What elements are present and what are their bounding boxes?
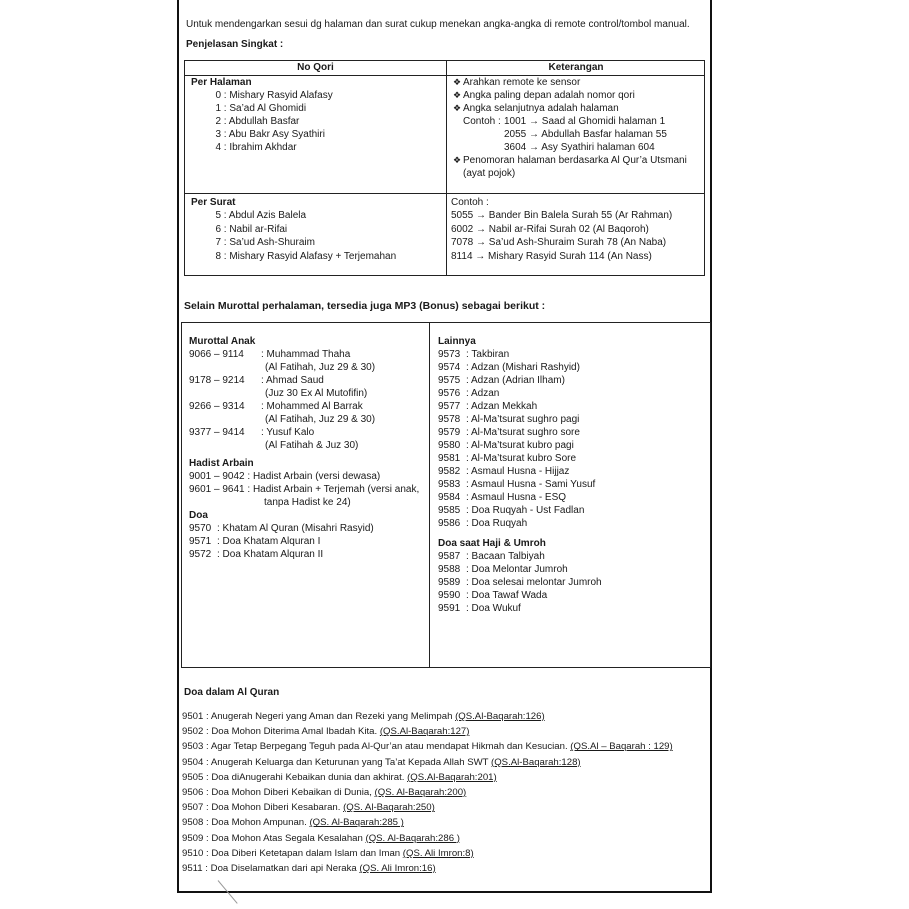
quran-reference: (QS. Ali Imron:8) [402, 847, 474, 859]
qori-number: 6 [215, 223, 221, 235]
document-page [177, 0, 712, 893]
bonus-item [189, 470, 380, 483]
bonus-item [438, 426, 580, 439]
bonus-item [189, 426, 314, 439]
item-name: : Khatam Al Quran (Misahri Rasyid) [217, 523, 374, 534]
section-title-doa: Doa [189, 510, 208, 521]
item-name: : Adzan [466, 388, 500, 399]
qori-number: 0 [215, 90, 221, 101]
doa-quran-title: Doa dalam Al Quran [184, 687, 280, 698]
bonus-item [438, 465, 569, 478]
item-subtitle: (Al Fatihah, Juz 29 & 30) [265, 414, 376, 425]
section-title-murottal-anak: Murottal Anak [189, 336, 256, 347]
qori-number: 7 [215, 237, 221, 248]
qori-item [207, 250, 396, 263]
example-item: 8114 → Mishary Rasyid Surah 114 (An Nass) [451, 250, 652, 262]
column-divider [429, 323, 430, 667]
example-item: 2055 → Abdullah Basfar halaman 55 [504, 129, 667, 140]
example-item: 1001 → Saad al Ghomidi halaman 1 [504, 116, 666, 127]
header-divider [185, 75, 704, 76]
item-code: 9591 [438, 603, 461, 614]
doa-text: Doa Mohon Atas Segala Kesalahan [211, 832, 366, 844]
item-code: 9587 [438, 551, 461, 562]
doa-item [182, 801, 435, 814]
bonus-item [438, 550, 545, 563]
qori-item [207, 209, 306, 222]
doa-text: Doa Mohon Diberi Kebaikan di Dunia, [211, 787, 375, 798]
item-code: 9590 [438, 590, 461, 601]
doa-code: 9510 : [182, 847, 212, 859]
bonus-item [438, 576, 602, 589]
doa-item [182, 756, 581, 769]
qori-name: : Abdul Azis Balela [221, 210, 307, 221]
item-code: 9601 – 9641 [189, 484, 248, 495]
example-item: 6002 → Nabil ar-Rifai Surah 02 (Al Baqoroh) [451, 223, 649, 235]
item-code: 9579 [438, 427, 461, 438]
bonus-item [438, 439, 574, 452]
bonus-item [189, 374, 324, 387]
doa-item [182, 832, 460, 845]
doa-item [182, 725, 469, 738]
bonus-item [438, 348, 509, 361]
per-halaman-title: Per Halaman [191, 77, 252, 88]
bonus-item [438, 589, 547, 602]
qori-item [207, 141, 297, 154]
doa-code: 9501 : [182, 711, 211, 722]
note-item [453, 76, 580, 89]
item-name: : Hadist Arbain (versi dewasa) [247, 471, 381, 482]
summary-heading: Penjelasan Singkat : [186, 39, 284, 50]
qori-name: : Abu Bakr Asy Syathiri [221, 129, 325, 140]
note-text: Angka selanjutnya adalah halaman [463, 103, 619, 114]
example-item: 7078 → Sa’ud Ash-Shuraim Surah 78 (An Naba) [451, 237, 667, 248]
bonus-heading: Selain Murottal perhalaman, tersedia juga MP3 (Bonus) sebagai berikut : [184, 300, 546, 312]
item-subtitle: (Al Fatihah & Juz 30) [265, 440, 359, 451]
item-name: : Al-Ma’tsurat kubro Sore [466, 453, 577, 464]
note-item [453, 154, 687, 167]
quran-reference: (QS.Al – Baqarah : 129) [570, 741, 673, 753]
quran-reference: (QS. Al-Baqarah:285 ) [309, 817, 404, 829]
qori-number: 5 [215, 210, 221, 221]
item-code: 9574 [438, 362, 461, 373]
item-name: : Doa Melontar Jumroh [466, 564, 568, 575]
header-no-qori: No Qori [297, 62, 334, 73]
qori-number: 8 [215, 250, 221, 262]
item-name: : Asmaul Husna - ESQ [466, 492, 567, 503]
note-text: Angka paling depan adalah nomor qori [463, 90, 635, 101]
item-code: 9589 [438, 577, 461, 588]
note-item [453, 89, 635, 102]
item-name: : Al-Ma’tsurat sughro sore [466, 427, 580, 438]
doa-code: 9506 : [182, 787, 212, 798]
quran-reference: (QS.Al-Baqarah:127) [379, 726, 470, 738]
qori-item [207, 115, 299, 128]
item-name: : Hadist Arbain + Terjemah (versi anak, [247, 484, 420, 495]
section-title-lainnya: Lainnya [438, 336, 476, 347]
doa-code: 9509 : [182, 832, 212, 844]
bonus-item [438, 413, 579, 426]
item-code: 9577 [438, 401, 461, 412]
item-code: 9266 – 9314 [189, 401, 245, 412]
column-divider [446, 61, 447, 275]
item-code: 9377 – 9414 [189, 427, 245, 438]
item-code: 9586 [438, 518, 461, 529]
qori-name: : Sa’ud Ash-Shuraim [221, 237, 315, 248]
bonus-table [181, 322, 711, 668]
item-name: : Doa Tawaf Wada [466, 590, 548, 601]
note-item [453, 102, 619, 115]
note-text: Penomoran halaman berdasarka Al Qur’a Utsmani [463, 155, 687, 166]
bonus-item [438, 387, 499, 400]
item-code: 9571 [189, 536, 212, 547]
note-text: Arahkan remote ke sensor [463, 77, 581, 88]
doa-item [182, 847, 474, 860]
qori-number: 2 [215, 116, 221, 127]
item-name: : Adzan (Mishari Rashyid) [466, 362, 580, 373]
item-subtitle: tanpa Hadist ke 24) [264, 497, 351, 508]
item-code: 9178 – 9214 [189, 375, 245, 386]
item-name: : Takbiran [466, 349, 510, 360]
section-title-hadist-arbain: Hadist Arbain [189, 458, 254, 469]
qori-name: : Nabil ar-Rifai [221, 223, 288, 235]
item-name: : Mohammed Al Barrak [261, 401, 363, 412]
diamond-bullet-icon: ❖ [453, 77, 462, 87]
doa-item [182, 771, 497, 784]
bonus-item [438, 478, 595, 491]
item-code: 9578 [438, 414, 461, 425]
item-name: : Al-Ma’tsurat kubro pagi [466, 440, 574, 451]
bonus-item [189, 548, 323, 561]
bonus-item [438, 374, 565, 387]
qori-number: 3 [215, 129, 221, 140]
qori-name: : Sa’ad Al Ghomidi [221, 103, 307, 114]
doa-item [182, 710, 545, 723]
item-code: 9573 [438, 349, 461, 360]
item-name: : Doa Ruqyah - Ust Fadlan [466, 505, 585, 516]
qori-name: : Ibrahim Akhdar [221, 142, 297, 153]
item-subtitle: (Al Fatihah, Juz 29 & 30) [265, 362, 376, 373]
item-code: 9585 [438, 505, 461, 516]
doa-text: Agar Tetap Berpegang Teguh pada Al-Qur’an atau mendapat Hikmah dan Kesucian. [210, 741, 571, 753]
example-label: Contoh : [463, 116, 501, 127]
doa-item [182, 862, 436, 875]
item-name: : Adzan Mekkah [466, 401, 538, 412]
note-text-continued: (ayat pojok) [463, 168, 516, 179]
qori-name: : Mishary Rasyid Alafasy + Terjemahan [221, 250, 397, 262]
quran-reference: (QS. Ali Imron:16) [359, 863, 436, 874]
quran-reference: (QS. Al-Baqarah:250) [343, 802, 435, 814]
diamond-bullet-icon: ❖ [453, 90, 462, 100]
diamond-bullet-icon: ❖ [453, 155, 462, 165]
item-code: 9570 [189, 523, 212, 534]
doa-item [182, 786, 466, 799]
doa-text: Doa Diberi Ketetapan dalam Islam dan Iman [211, 847, 403, 859]
doa-code: 9502 : [182, 726, 212, 738]
item-name: : Doa Khatam Alquran I [217, 536, 321, 547]
qori-number: 4 [215, 142, 221, 153]
qori-item [207, 128, 325, 141]
item-code: 9066 – 9114 [189, 349, 244, 360]
item-code: 9572 [189, 549, 212, 560]
quran-reference: (QS. Al-Baqarah:286 ) [365, 832, 460, 844]
item-code: 9580 [438, 440, 461, 451]
item-name: : Muhammad Thaha [261, 349, 351, 360]
quran-reference: (QS.Al-Baqarah:201) [407, 771, 497, 783]
doa-code: 9511 : [182, 863, 211, 874]
per-surat-example-label: Contoh : [451, 197, 489, 208]
bonus-item [438, 504, 584, 517]
item-code: 9584 [438, 492, 461, 503]
bonus-item [438, 400, 537, 413]
example-item: 5055 → Bander Bin Balela Surah 55 (Ar Rahman) [451, 210, 673, 221]
doa-text: Doa Diselamatkan dari api Neraka [210, 863, 360, 874]
doa-code: 9504 : [182, 756, 211, 768]
item-name: : Doa Ruqyah [466, 518, 528, 529]
qori-item [207, 223, 287, 236]
quran-reference: (QS. Al-Baqarah:200) [374, 787, 467, 798]
doa-text: Anugerah Negeri yang Aman dan Rezeki yang Melimpah [210, 711, 456, 722]
item-code: 9576 [438, 388, 461, 399]
doa-item [182, 740, 673, 753]
doa-code: 9503 : [182, 741, 211, 753]
bonus-item [438, 491, 566, 504]
item-code: 9001 – 9042 [189, 471, 248, 482]
qori-item [207, 102, 306, 115]
diamond-bullet-icon: ❖ [453, 103, 462, 113]
item-name: : Doa Wukuf [466, 603, 521, 614]
bonus-item [438, 563, 568, 576]
item-name: : Doa selesai melontar Jumroh [466, 577, 602, 588]
qori-item [207, 236, 315, 249]
intro-text: Untuk mendengarkan sesui dg halaman dan surat cukup menekan angka-angka di remote control/tombol manual. [186, 19, 690, 30]
doa-text: Anugerah Keluarga dan Keturunan yang Ta’at Kepada Allah SWT [210, 756, 492, 768]
item-name: : Al-Ma’tsurat sughro pagi [466, 414, 580, 425]
item-name: : Bacaan Talbiyah [466, 551, 545, 562]
item-subtitle: (Juz 30 Ex Al Mutofifin) [265, 388, 368, 399]
bonus-item [189, 483, 419, 496]
bonus-item [438, 361, 580, 374]
item-name: : Adzan (Adrian Ilham) [466, 375, 565, 386]
item-code: 9588 [438, 564, 461, 575]
per-surat-title: Per Surat [191, 197, 236, 208]
bonus-item [189, 348, 350, 361]
doa-code: 9505 : [182, 771, 212, 783]
bonus-item [438, 452, 576, 465]
quran-reference: (QS.Al-Baqarah:126) [455, 711, 545, 722]
qori-name: : Abdullah Basfar [221, 116, 300, 127]
bonus-item [189, 400, 363, 413]
bonus-item [438, 517, 527, 530]
doa-code: 9507 : [182, 802, 212, 814]
doa-item [182, 816, 404, 829]
section-divider [185, 193, 704, 194]
item-code: 9575 [438, 375, 461, 386]
doa-text: Doa diAnugerahi Kebaikan dunia dan akhirat. [211, 771, 408, 783]
qori-table [184, 60, 705, 276]
bonus-item [438, 602, 521, 615]
qori-number: 1 [215, 103, 221, 114]
item-name: : Asmaul Husna - Sami Yusuf [466, 479, 596, 490]
quran-reference: (QS.Al-Baqarah:128) [491, 756, 581, 768]
item-code: 9582 [438, 466, 461, 477]
item-name: : Yusuf Kalo [261, 427, 315, 438]
item-name: : Asmaul Husna - Hijjaz [466, 466, 570, 477]
item-code: 9583 [438, 479, 461, 490]
item-code: 9581 [438, 453, 461, 464]
qori-name: : Mishary Rasyid Alafasy [221, 90, 333, 101]
bonus-item [189, 535, 320, 548]
item-name: : Doa Khatam Alquran II [217, 549, 324, 560]
doa-text: Doa Mohon Diterima Amal Ibadah Kita. [211, 726, 380, 738]
item-name: : Ahmad Saud [261, 375, 324, 386]
header-keterangan: Keterangan [548, 62, 604, 73]
section-title-haji-umroh: Doa saat Haji & Umroh [438, 538, 546, 549]
qori-item [207, 89, 333, 102]
bonus-item [189, 522, 374, 535]
example-item: 3604 → Asy Syathiri halaman 604 [504, 142, 655, 153]
doa-text: Doa Mohon Ampunan. [211, 817, 310, 829]
doa-text: Doa Mohon Diberi Kesabaran. [211, 802, 344, 814]
doa-code: 9508 : [182, 817, 212, 829]
